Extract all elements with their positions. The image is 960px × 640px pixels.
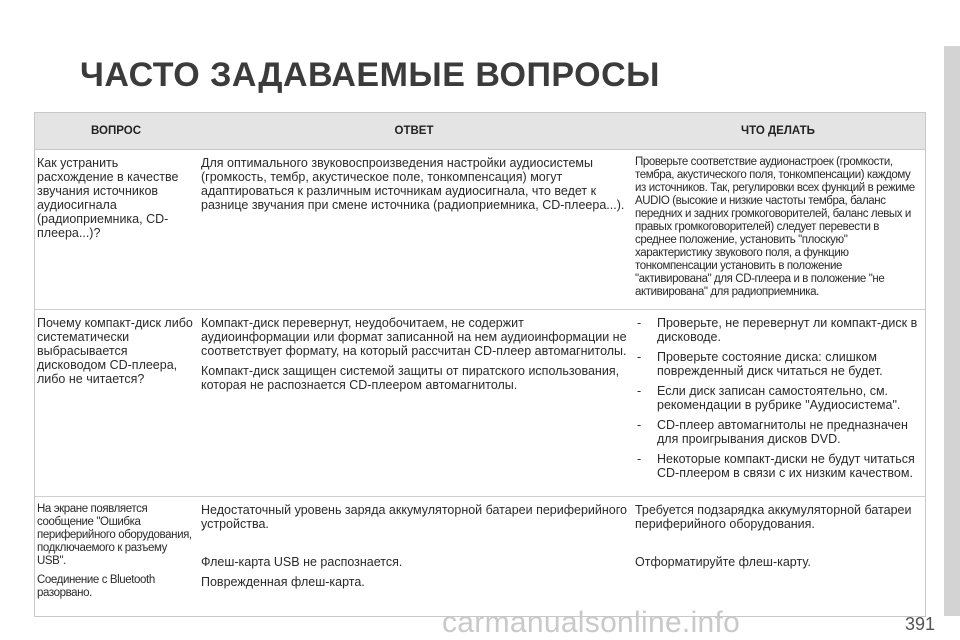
- table-row: [35, 497, 925, 550]
- question-cell: Как устранить расхождение в качестве звучания источников аудиосигнала (радиоприемника, CD-плеера...)?: [35, 150, 197, 310]
- action-cell: Отформатируйте флеш-карту.: [635, 555, 811, 570]
- page-title: ЧАСТО ЗАДАВАЕМЫЕ ВОПРОСЫ: [80, 56, 660, 94]
- list-item: - CD-плеер автомагнитолы не предназначен для проигрывания дисков DVD.: [635, 418, 921, 446]
- action-cell: Проверьте соответствие аудионастроек (громкости, тембра, акустического поля, тонкомпенсации) каждому из источников. Так, регулировки всех функций в режиме AUDIO (высокие и низкие частоты тембра, баланс передних и задних громкоговорителей, баланс левых и правых громкоговорителей) следует перевести в среднее положение, установить "плоскую" характеристику звукового поля, а функцию тонкомпенсации установить в положение "активирована" для CD-плеера и в положение "не активирована" для радиоприемника.: [631, 150, 925, 310]
- column-header-answer: ОТВЕТ: [197, 113, 631, 150]
- side-tab-bar: [944, 46, 960, 616]
- answer-paragraph: Поврежденная флеш-карта.: [201, 575, 365, 590]
- table-row: [35, 150, 925, 310]
- watermark: carmanualsonline.info: [442, 606, 741, 639]
- answer-cell: Для оптимального звуковоспроизведения настройки аудиосистемы (громкость, тембр, акустическое поле, тонкомпенсация) могут адаптироваться к различным источникам аудиосигнала, что ведет к разнице звучания при смене источника (радиоприемника, CD-плеера...).: [197, 150, 631, 310]
- answer-cell: Недостаточный уровень заряда аккумуляторной батареи периферийного устройства.: [201, 503, 627, 531]
- answer-paragraph: Компакт-диск перевернут, неудобочитаем, не содержит аудиоинформации или формат записанной на нем аудиоинформации не соответствует формату, на который рассчитан CD-плеер автомагнитолы.: [201, 316, 627, 358]
- question-cell: [35, 497, 197, 617]
- list-item: - Некоторые компакт-диски не будут читаться CD-плеером в связи с их низким качеством.: [635, 452, 921, 480]
- column-header-question: ВОПРОС: [35, 113, 197, 150]
- table-row: [35, 310, 925, 497]
- list-item: - Проверьте, не перевернут ли компакт-диск в дисководе.: [635, 316, 921, 344]
- answer-paragraph: Флеш-карта USB не распознается.: [201, 555, 403, 570]
- answer-paragraph: Компакт-диск защищен системой защиты от пиратского использования, которая не распознается CD-плеером автомагнитолы.: [201, 364, 620, 392]
- action-list: [635, 316, 921, 480]
- column-header-action: ЧТО ДЕЛАТЬ: [631, 113, 925, 150]
- answer-cell: [197, 310, 631, 497]
- action-cell: [631, 310, 925, 497]
- action-cell: Требуется подзарядка аккумуляторной батареи периферийного оборудования.: [635, 503, 912, 531]
- list-item: - Проверьте состояние диска: слишком поврежденный диск читаться не будет.: [635, 350, 921, 378]
- faq-table: [34, 112, 926, 617]
- question-cell: Почему компакт-диск либо систематически выбрасывается дисководом CD-плеера, либо не читается?: [35, 310, 197, 497]
- question-paragraph: Соединение с Bluetooth разорвано.: [37, 574, 155, 599]
- question-paragraph: На экране появляется сообщение "Ошибка периферийного оборудования, подключаемого к разъему USB".: [37, 503, 192, 567]
- page-number: 391: [905, 614, 936, 634]
- list-item: - Если диск записан самостоятельно, см. рекомендации в рубрике "Аудиосистема".: [635, 384, 921, 412]
